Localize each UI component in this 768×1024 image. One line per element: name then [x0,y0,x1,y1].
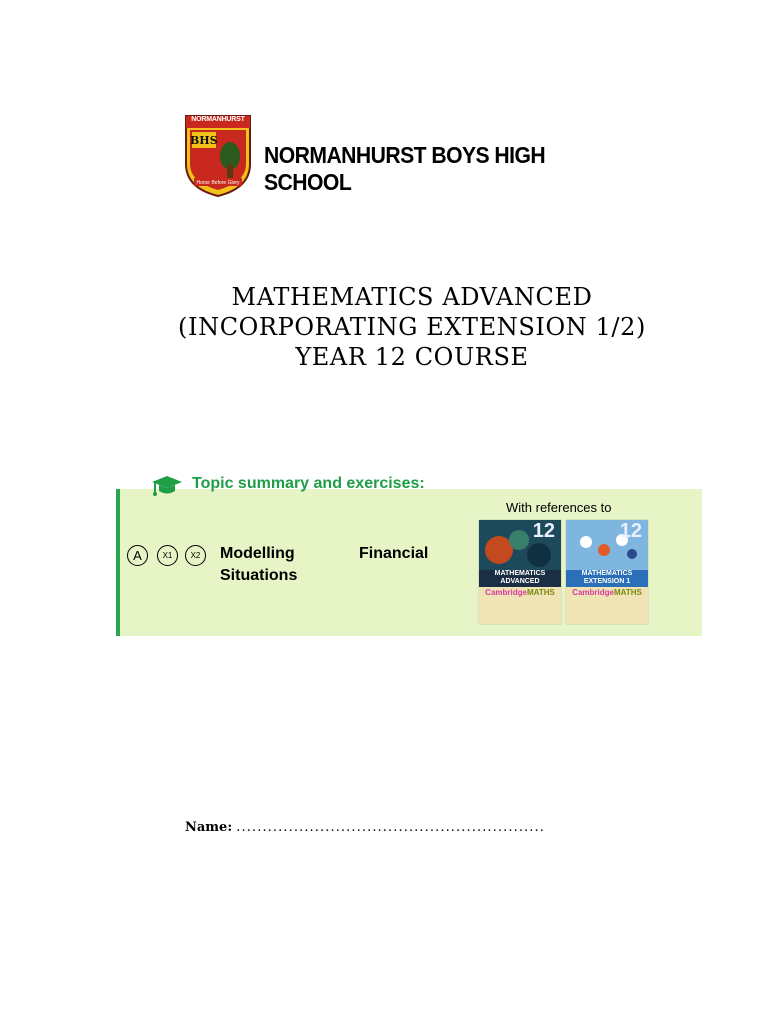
school-header [184,114,664,198]
crest-top-text: NORMANHURST [191,116,245,123]
topic-heading-text: Topic summary and exercises: [192,475,425,492]
graduation-cap-icon [150,473,184,499]
crest-letters: BHS [190,134,218,147]
title-line-3: YEAR 12 COURSE [295,343,529,371]
book-cover-advanced [479,520,561,624]
school-name: NORMANHURST BOYS HIGH SCHOOL [264,142,546,195]
crest-motto: Honor Before Glory [196,180,240,186]
book-brand-2: CambridgeMATHS [572,588,642,597]
topic-name-part1b: Financial [359,545,429,562]
book-brand-1: CambridgeMATHS [485,588,555,597]
references-label: With references to [506,500,612,515]
name-dots: ........................................................... [236,820,545,835]
name-field [185,820,545,835]
book-year-1: 12 [532,520,555,542]
topic-name-part2: Situations [220,567,298,584]
extension2-badge: X2 [185,545,206,566]
book-year-2: 12 [619,520,642,542]
school-crest-icon [184,114,252,198]
book-title-1: MATHEMATICS ADVANCED [479,570,561,587]
title-line-2: (INCORPORATING EXTENSION 1/2) [178,313,646,341]
advanced-badge: A [127,545,148,566]
extension1-badge: X1 [157,545,178,566]
name-label: Name: [185,820,233,835]
topic-name-part1: Modelling [220,545,295,562]
book-title-2: MATHEMATICS EXTENSION 1 [566,570,648,587]
book-cover-extension1 [566,520,648,624]
title-line-1: MATHEMATICS ADVANCED [231,283,593,311]
document-title [0,282,768,372]
